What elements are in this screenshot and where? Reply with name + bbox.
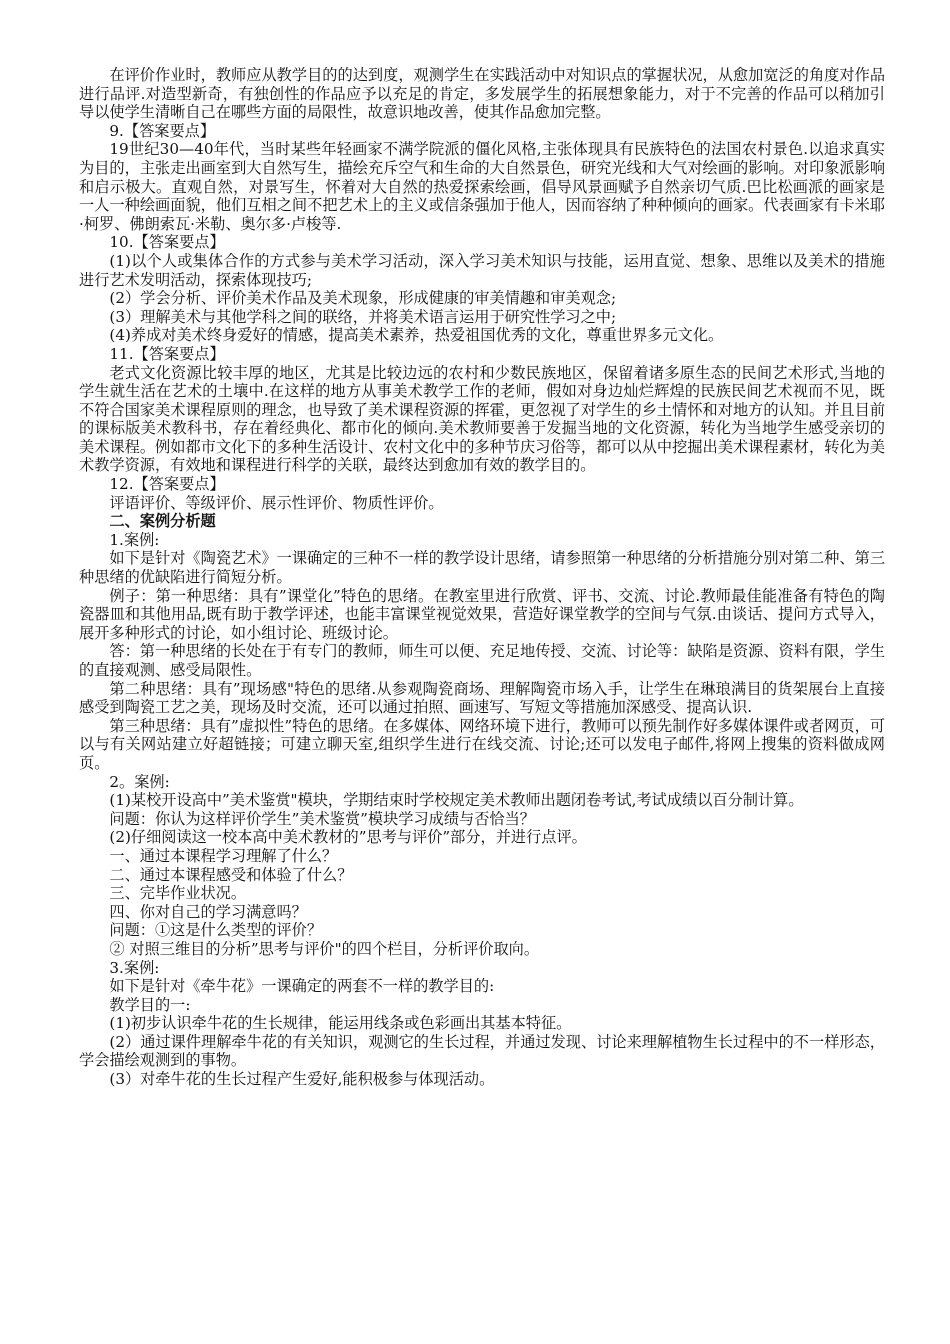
teaching-goal-item-1: (1)初步认识牵牛花的生长规律，能运用线条或色彩画出其基本特征。 — [109, 1014, 572, 1033]
list-item-10-2: (2）学会分析、评价美术作品及美术现象，形成健康的审美情趣和审美观念; — [109, 289, 617, 308]
answer-heading-12: 12.【答案要点】 — [109, 475, 225, 494]
document-page — [79, 66, 885, 1089]
answer-heading-9: 9.【答案要点】 — [109, 121, 216, 140]
teaching-goal-item-2: (2）通过课件理解牵牛花的有关知识，观测它的生长过程，并通过发现、讨论来理解植物生长过程中的不一样形态，学会描绘观测到的事物。 — [79, 1032, 885, 1070]
question-case-2-part-1: 问题：你认为这样评价学生”美术鉴赏”模块学习成绩与否恰当？ — [109, 809, 535, 828]
paragraph-case-1-third-approach: 第三种思绪：具有”虚拟性”特色的思绪。在多媒体、网络环境下进行，教师可以预先制作好多媒体课件或者网页，可以与有关网站建立好超链接；可建立聊天室,组织学生进行在线交流、讨论;还可以发电子邮件,将网上搜集的资料做成网页。 — [79, 716, 885, 772]
paragraph-case-1-answer: 答：第一种思绪的长处在于有专门的教师，师生可以便、充足地传授、交流、讨论等：缺陷是资源、资料有限，学生的直接观测、感受局限性。 — [79, 642, 885, 679]
paragraph-barbizon-school: 19世纪30—40年代，当时某些年轻画家不满学院派的僵化风格,主张体现具有民族特色的法国农村景色.以追求真实为目的，主张走出画室到大自然写生，描绘充斥空气和生命的大自然景色，研究光线和大气对绘画的影响。对印象派影响和启示极大。直观自然，对景写生，怀着对大自然的热爱探索绘画，倡导风景画赋予自然亲切气质.巴比松画派的画家是一人一种绘画面貌，他们互相之间不把艺术上的主义或信条强加于他人，因而容纳了种种倾向的画家。代表画家有卡米耶·柯罗、佛朗索瓦·米勒、奥尔多·卢梭等. — [79, 140, 885, 233]
question-case-2-part-2-b: ② 对照三维目的分析”思考与评价"的四个栏目，分析评价取向。 — [109, 939, 540, 958]
paragraph-case-2-part-1: (1)某校开设高中”美术鉴赏"模块，学期结束时学校规定美术教师出题闭卷考试,考试成绩以百分制计算。 — [109, 791, 804, 810]
paragraph-evaluation-types: 评语评价、等级评价、展示性评价、物质性评价。 — [109, 493, 444, 512]
list-item-case-2-2: 二、通过本课程感受和体验了什么？ — [109, 865, 353, 884]
list-item-case-2-1: 一、通过本课程学习理解了什么？ — [109, 846, 338, 865]
answer-heading-10: 10.【答案要点】 — [109, 233, 225, 252]
paragraph-case-2-part-2: (2)仔细阅读这一校本高中美术教材的”思考与评价”部分，并进行点评。 — [109, 828, 587, 847]
paragraph-case-1-intro: 如下是针对《陶瓷艺术》一课确定的三种不一样的教学设计思绪，请参照第一种思绪的分析措施分别对第二种、第三种思绪的优缺陷进行简短分析。 — [79, 549, 885, 587]
case-heading-3: 3.案例: — [109, 958, 160, 977]
paragraph-case-3-intro: 如下是针对《牵牛花》一课确定的两套不一样的教学目的: — [109, 977, 495, 996]
case-heading-2: 2。案例: — [109, 772, 170, 791]
teaching-goal-item-3: (3）对牵牛花的生长过程产生爱好,能积极参与体现活动。 — [109, 1070, 495, 1089]
paragraph-folk-art-resources: 老式文化资源比较丰厚的地区，尤其是比较边远的农村和少数民族地区，保留着诸多原生态的民间艺术形式,当地的学生就生活在艺术的土壤中.在这样的地方从事美术教学工作的老师，假如对身边灿烂辉煌的民族民间艺术视而不见，既不符合国家美术课程原则的理念，也导致了美术课程资源的挥霍，更忽视了对学生的乡土情怀和对地方的认知。并且目前的课标版美术教科书，存在着经典化、都市化的倾向.美术教师要善于发掘当地的文化资源，转化为当地学生感受亲切的美术课程。例如都市文化下的多种生活设计、农村文化中的多种节庆习俗等，都可以从中挖掘出美术课程素材，转化为美术教学资源，有效地和课程进行科学的关联，最终达到愈加有效的教学目的。 — [79, 363, 885, 475]
section-heading-case-analysis: 二、案例分析题 — [109, 512, 216, 531]
list-item-10-4: (4)养成对美术终身爱好的情感，提高美术素养，热爱祖国优秀的文化，尊重世界多元文化。 — [109, 326, 724, 345]
list-item-case-2-3: 三、完毕作业状况。 — [109, 884, 247, 903]
answer-heading-11: 11.【答案要点】 — [109, 344, 225, 363]
list-item-case-2-4: 四、你对自己的学习满意吗？ — [109, 902, 307, 921]
paragraph-case-1-example: 例子：第一种思绪：具有”课堂化”特色的思绪。在教室里进行欣赏、评书、交流、讨论.教师最佳能准备有特色的陶瓷器皿和其他用品,既有助于教学评述，也能丰富课堂视觉效果，营造好课堂教学的空间与气氛.由谈话、提问方式导入，展开多种形式的讨论，如小组讨论、班级讨论。 — [79, 586, 885, 642]
paragraph-case-1-second-approach: 第二种思绪：具有”现场感"特色的思绪.从参观陶瓷商场、理解陶瓷市场入手，让学生在琳琅满目的货架展台上直接感受到陶瓷工艺之美，现场及时交流，还可以通过拍照、画速写、写短文等措施加深感受、提高认识. — [79, 679, 885, 717]
teaching-goal-heading-1: 教学目的一: — [109, 995, 191, 1014]
paragraph-grading-evaluation: 在评价作业时，教师应从教学目的的达到度，观测学生在实践活动中对知识点的掌握状况，从愈加宽泛的角度对作品进行品评.对造型新奇，有独创性的作品应予以充足的肯定，多发展学生的拓展想象能力，对于不完善的作品可以稍加引导以使学生清晰自己在哪些方面的局限性，故意识地改善，使其作品愈加完整。 — [79, 66, 885, 122]
question-case-2-part-2-a: 问题：①这是什么类型的评价？ — [109, 921, 323, 940]
list-item-10-3: (3）理解美术与其他学科之间的联络，并将美术语言运用于研究性学习之中; — [109, 307, 617, 326]
case-heading-1: 1.案例: — [109, 530, 160, 549]
list-item-10-1: (1)以个人或集体合作的方式参与美术学习活动，深入学习美术知识与技能，运用直觉、想象、思维以及美术的措施进行艺术发明活动，探索体现技巧; — [79, 251, 885, 289]
